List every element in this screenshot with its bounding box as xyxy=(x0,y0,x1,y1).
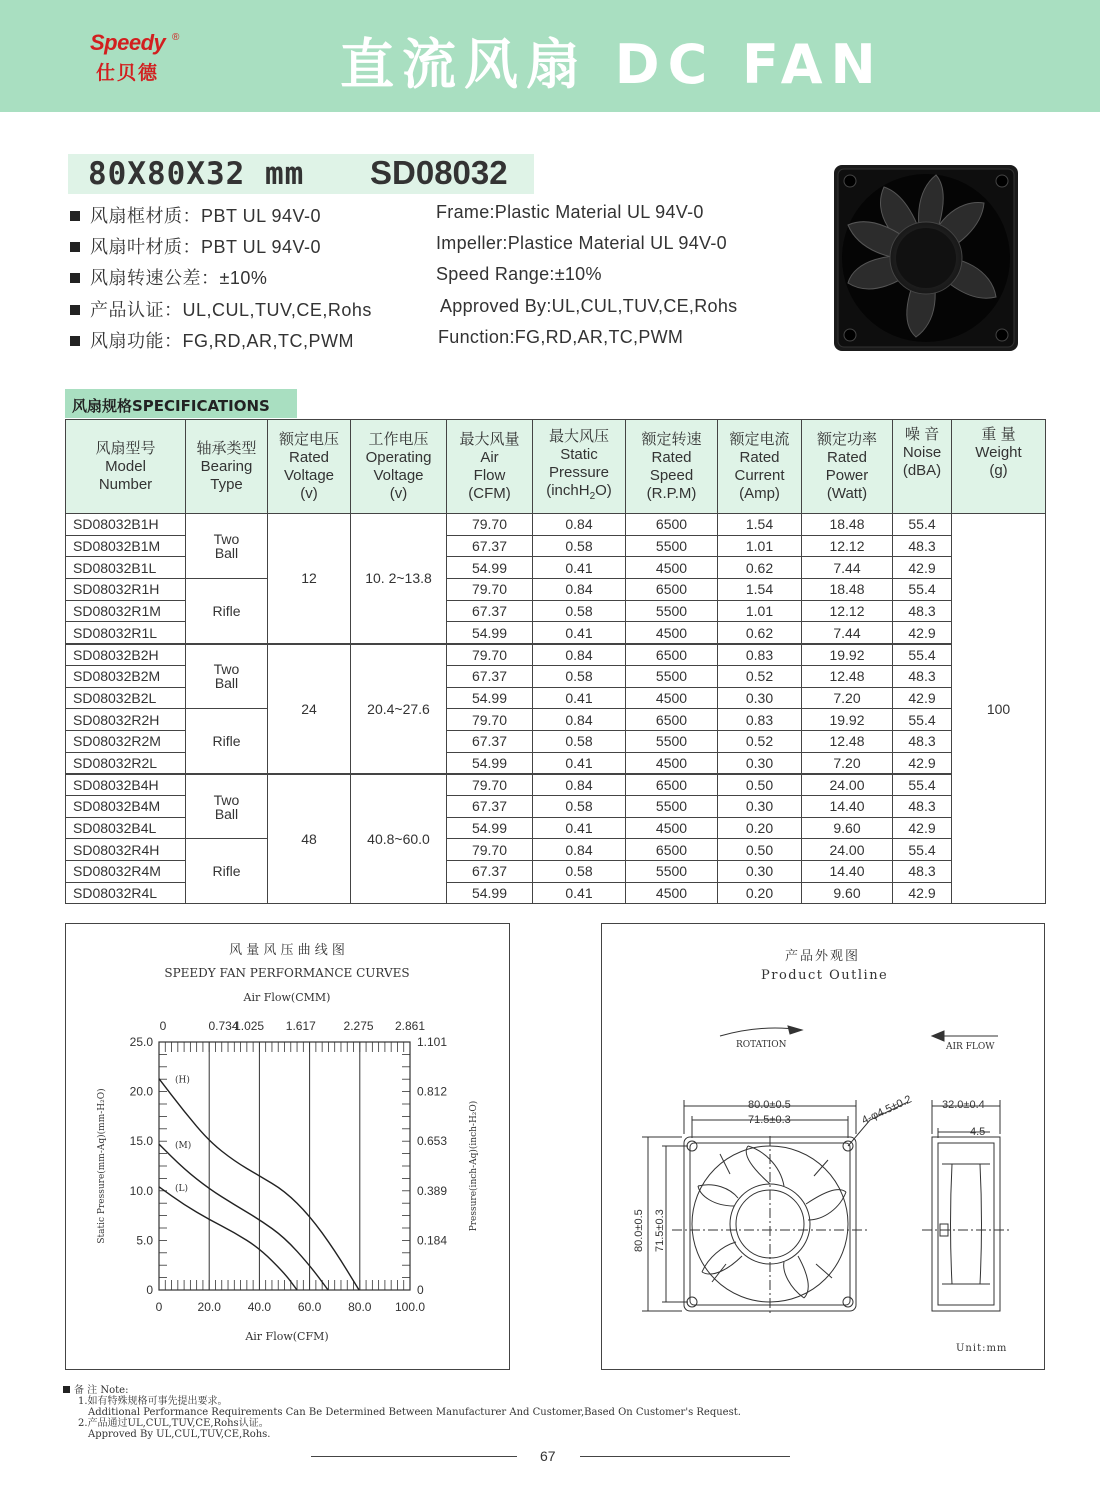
current-cell: 0.20 xyxy=(718,817,802,839)
series-label: (H) xyxy=(175,1075,190,1086)
dim-hole-spacing: 71.5±0.3 xyxy=(748,1114,791,1126)
y-tick-label-left: 15.0 xyxy=(129,1134,153,1149)
bearing-cell: Two Ball xyxy=(186,644,268,709)
power-cell: 7.20 xyxy=(802,687,893,709)
air-flow-cell: 67.37 xyxy=(447,665,533,687)
chart-title: 风 量 风 压 曲 线 图 xyxy=(229,943,345,958)
table-row xyxy=(66,709,1046,731)
brand-name-en: Speedy xyxy=(90,30,166,55)
rated-voltage-cell: 24 xyxy=(268,644,351,774)
current-cell: 1.54 xyxy=(718,514,802,536)
pressure-cell: 0.41 xyxy=(533,687,626,709)
speed-cell: 4500 xyxy=(626,687,718,709)
model-cell: SD08032R1M xyxy=(66,600,186,622)
speed-cell: 4500 xyxy=(626,622,718,644)
model-cell: SD08032B2H xyxy=(66,644,186,666)
x-axis-label: Air Flow(CFM) xyxy=(245,1330,329,1343)
power-cell: 18.48 xyxy=(802,579,893,601)
y-tick-label-right: 0.812 xyxy=(417,1084,448,1099)
power-cell: 7.20 xyxy=(802,752,893,774)
current-cell: 0.50 xyxy=(718,839,802,861)
air-flow-cell: 79.70 xyxy=(447,839,533,861)
feature-en: Impeller:Plastice Material UL 94V-0 xyxy=(436,233,727,253)
noise-cell: 48.3 xyxy=(893,730,952,752)
table-row xyxy=(66,514,1046,536)
col-model: 风扇型号 Model Number xyxy=(66,420,186,514)
series-label: (M) xyxy=(175,1141,192,1152)
noise-cell: 55.4 xyxy=(893,579,952,601)
dim-hole-vertical: 71.5±0.3 xyxy=(654,1209,666,1252)
pressure-cell: 0.41 xyxy=(533,817,626,839)
rotation-label: ROTATION xyxy=(736,1040,787,1050)
col-air-flow: 最大风量 Air Flow (CFM) xyxy=(447,420,533,514)
air-flow-cell: 54.99 xyxy=(447,882,533,904)
notes-heading: 备 注 Note: xyxy=(63,1385,128,1396)
noise-cell: 42.9 xyxy=(893,557,952,579)
model-cell: SD08032R4M xyxy=(66,861,186,883)
current-cell: 0.30 xyxy=(718,795,802,817)
noise-cell: 55.4 xyxy=(893,514,952,536)
bullet-icon xyxy=(70,273,80,283)
noise-cell: 48.3 xyxy=(893,535,952,557)
feature-cn: 风扇框材质：PBT UL 94V-0 xyxy=(70,202,321,228)
pressure-cell: 0.58 xyxy=(533,535,626,557)
feature-cn: 风扇功能：FG,RD,AR,TC,PWM xyxy=(70,327,354,353)
y-axis-label-right: Pressure(inch-Aq)(inch-H₂O) xyxy=(469,1100,479,1232)
col-bearing: 轴承类型 Bearing Type xyxy=(186,420,268,514)
air-flow-cell: 54.99 xyxy=(447,557,533,579)
pressure-cell: 0.41 xyxy=(533,882,626,904)
x-tick-label: 100.0 xyxy=(394,1300,426,1314)
brand-logo xyxy=(84,30,194,90)
air-flow-cell: 67.37 xyxy=(447,795,533,817)
operating-voltage-cell: 10. 2~13.8 xyxy=(351,514,447,644)
air-flow-cell: 67.37 xyxy=(447,600,533,622)
feature-cn: 风扇转速公差：±10% xyxy=(70,264,267,290)
table-body xyxy=(66,514,1046,904)
footer-rule-left xyxy=(311,1456,517,1457)
current-cell: 0.50 xyxy=(718,774,802,796)
air-flow-cell: 67.37 xyxy=(447,535,533,557)
air-flow-cell: 79.70 xyxy=(447,514,533,536)
noise-cell: 55.4 xyxy=(893,709,952,731)
dim-hole-diameter: 4-φ4.5±0.2 xyxy=(860,1093,914,1127)
airflow-label: AIR FLOW xyxy=(946,1042,995,1052)
outline-title-en: Product Outline xyxy=(761,968,889,983)
pressure-cell: 0.84 xyxy=(533,709,626,731)
col-noise: 噪 音 Noise (dBA) xyxy=(893,420,952,514)
speed-cell: 6500 xyxy=(626,514,718,536)
registered-mark: ® xyxy=(172,32,180,43)
power-cell: 7.44 xyxy=(802,622,893,644)
noise-cell: 42.9 xyxy=(893,687,952,709)
noise-cell: 42.9 xyxy=(893,882,952,904)
outline-title-cn: 产品外观图 xyxy=(785,949,861,964)
dim-outer-vertical: 80.0±0.5 xyxy=(633,1209,645,1252)
air-flow-cell: 79.70 xyxy=(447,709,533,731)
top-tick-label: 1.025 xyxy=(234,1019,265,1033)
air-flow-cell: 54.99 xyxy=(447,622,533,644)
col-rated-voltage: 额定电压 Rated Voltage (v) xyxy=(268,420,351,514)
operating-voltage-cell: 40.8~60.0 xyxy=(351,774,447,904)
model-cell: SD08032R2M xyxy=(66,730,186,752)
power-cell: 7.44 xyxy=(802,557,893,579)
pressure-cell: 0.84 xyxy=(533,579,626,601)
air-flow-cell: 67.37 xyxy=(447,730,533,752)
top-tick-label: 0 xyxy=(159,1019,167,1033)
feature-en: Speed Range:±10% xyxy=(436,264,602,284)
pressure-cell: 0.58 xyxy=(533,861,626,883)
power-cell: 14.40 xyxy=(802,861,893,883)
air-flow-cell: 67.37 xyxy=(447,861,533,883)
current-cell: 0.20 xyxy=(718,882,802,904)
y-tick-label-left: 20.0 xyxy=(129,1084,153,1099)
top-tick-label: 2.275 xyxy=(343,1019,374,1033)
model-cell: SD08032B4L xyxy=(66,817,186,839)
power-cell: 12.12 xyxy=(802,600,893,622)
y-tick-label-right: 1.101 xyxy=(417,1035,448,1049)
noise-cell: 48.3 xyxy=(893,861,952,883)
outline-drawing xyxy=(602,924,1044,1369)
speed-cell: 6500 xyxy=(626,709,718,731)
speed-cell: 4500 xyxy=(626,752,718,774)
x-tick-label: 60.0 xyxy=(297,1300,322,1314)
speed-cell: 5500 xyxy=(626,600,718,622)
top-tick-label: 1.617 xyxy=(285,1019,316,1033)
col-operating-voltage: 工作电压 Operating Voltage (v) xyxy=(351,420,447,514)
bearing-cell: Rifle xyxy=(186,579,268,644)
power-cell: 18.48 xyxy=(802,514,893,536)
feature-en: Function:FG,RD,AR,TC,PWM xyxy=(438,327,684,347)
col-weight: 重 量 Weight (g) xyxy=(952,420,1046,514)
speed-cell: 4500 xyxy=(626,882,718,904)
model-cell: SD08032B2L xyxy=(66,687,186,709)
fan-size: 80X80X32 mm xyxy=(88,156,305,192)
power-cell: 19.92 xyxy=(802,709,893,731)
noise-cell: 48.3 xyxy=(893,665,952,687)
current-cell: 0.83 xyxy=(718,644,802,666)
model-cell: SD08032B4M xyxy=(66,795,186,817)
speed-cell: 4500 xyxy=(626,817,718,839)
page-number: 67 xyxy=(540,1448,556,1464)
bullet-icon xyxy=(70,305,80,315)
page-title: 直流风扇 DC FAN xyxy=(340,33,884,96)
y-tick-label-left: 5.0 xyxy=(136,1233,153,1248)
rated-voltage-cell: 48 xyxy=(268,774,351,904)
noise-cell: 55.4 xyxy=(893,774,952,796)
model-cell: SD08032R4H xyxy=(66,839,186,861)
noise-cell: 42.9 xyxy=(893,622,952,644)
y-axis-label-left: Static Pressure(mm-Aq)(mm-H₂O) xyxy=(97,1088,107,1244)
noise-cell: 42.9 xyxy=(893,752,952,774)
current-cell: 0.52 xyxy=(718,730,802,752)
noise-cell: 42.9 xyxy=(893,817,952,839)
speed-cell: 5500 xyxy=(626,535,718,557)
model-cell: SD08032R2L xyxy=(66,752,186,774)
speed-cell: 6500 xyxy=(626,644,718,666)
col-current: 额定电流 Rated Current (Amp) xyxy=(718,420,802,514)
pressure-cell: 0.41 xyxy=(533,752,626,774)
pressure-cell: 0.84 xyxy=(533,839,626,861)
table-row xyxy=(66,579,1046,601)
chart-subtitle: SPEEDY FAN PERFORMANCE CURVES xyxy=(164,966,410,980)
current-cell: 0.30 xyxy=(718,752,802,774)
speed-cell: 6500 xyxy=(626,579,718,601)
y-tick-label-left: 25.0 xyxy=(129,1035,153,1049)
table-row xyxy=(66,774,1046,796)
speed-cell: 4500 xyxy=(626,557,718,579)
air-flow-cell: 54.99 xyxy=(447,687,533,709)
x-tick-label: 20.0 xyxy=(197,1300,221,1314)
col-speed: 额定转速 Rated Speed (R.P.M) xyxy=(626,420,718,514)
x-tick-label: 80.0 xyxy=(348,1300,372,1314)
footer-rule-right xyxy=(580,1456,790,1457)
current-cell: 0.62 xyxy=(718,557,802,579)
power-cell: 12.48 xyxy=(802,730,893,752)
current-cell: 0.30 xyxy=(718,687,802,709)
power-cell: 9.60 xyxy=(802,817,893,839)
pressure-cell: 0.58 xyxy=(533,665,626,687)
fan-photo xyxy=(832,163,1020,353)
top-tick-label: 2.861 xyxy=(394,1019,426,1033)
air-flow-cell: 54.99 xyxy=(447,752,533,774)
specs-title: 风扇规格SPECIFICATIONS xyxy=(72,397,270,415)
feature-en: Approved By:UL,CUL,TUV,CE,Rohs xyxy=(440,296,738,316)
bullet-icon xyxy=(70,211,80,221)
noise-cell: 48.3 xyxy=(893,600,952,622)
y-tick-label-right: 0.184 xyxy=(417,1233,448,1248)
note-line: Approved By UL,CUL,TUV,CE,Rohs. xyxy=(88,1429,271,1440)
col-power: 额定功率 Rated Power (Watt) xyxy=(802,420,893,514)
power-cell: 14.40 xyxy=(802,795,893,817)
current-cell: 0.52 xyxy=(718,665,802,687)
table-header-row xyxy=(66,420,1046,514)
speed-cell: 6500 xyxy=(626,839,718,861)
model-cell: SD08032R4L xyxy=(66,882,186,904)
model-cell: SD08032B2M xyxy=(66,665,186,687)
y-tick-label-left: 10.0 xyxy=(129,1183,153,1198)
current-cell: 1.01 xyxy=(718,535,802,557)
dim-depth: 32.0±0.4 xyxy=(942,1099,985,1111)
bearing-cell: Two Ball xyxy=(186,774,268,839)
note-line: 1.如有特殊规格可事先提出要求。 xyxy=(78,1396,228,1407)
current-cell: 1.54 xyxy=(718,579,802,601)
noise-cell: 48.3 xyxy=(893,795,952,817)
air-flow-cell: 54.99 xyxy=(447,817,533,839)
table-row xyxy=(66,839,1046,861)
pressure-cell: 0.84 xyxy=(533,514,626,536)
x-tick-label: 0 xyxy=(155,1300,163,1314)
air-flow-cell: 79.70 xyxy=(447,644,533,666)
series-label: (L) xyxy=(175,1183,188,1194)
curve-low xyxy=(159,1187,297,1290)
power-cell: 12.12 xyxy=(802,535,893,557)
power-cell: 19.92 xyxy=(802,644,893,666)
note-line: Additional Performance Requirements Can Be Determined Between Manufacturer And Customer,Based On Customer's Request. xyxy=(88,1407,741,1418)
speed-cell: 5500 xyxy=(626,861,718,883)
x-tick-label: 40.0 xyxy=(247,1300,272,1314)
pressure-cell: 0.58 xyxy=(533,730,626,752)
rated-voltage-cell: 12 xyxy=(268,514,351,644)
feature-cn: 风扇叶材质：PBT UL 94V-0 xyxy=(70,233,321,259)
model-cell: SD08032B1L xyxy=(66,557,186,579)
bullet-icon xyxy=(70,336,80,346)
pressure-cell: 0.84 xyxy=(533,774,626,796)
speed-cell: 5500 xyxy=(626,730,718,752)
current-cell: 0.30 xyxy=(718,861,802,883)
unit-label: Unit:mm xyxy=(956,1343,1008,1354)
weight-cell: 100 xyxy=(952,514,1046,904)
current-cell: 1.01 xyxy=(718,600,802,622)
pressure-cell: 0.84 xyxy=(533,644,626,666)
pressure-cell: 0.41 xyxy=(533,557,626,579)
y-tick-label-right: 0.389 xyxy=(417,1183,448,1198)
speed-cell: 5500 xyxy=(626,795,718,817)
operating-voltage-cell: 20.4~27.6 xyxy=(351,644,447,774)
top-tick-label: 0.734 xyxy=(208,1019,239,1033)
dim-flange: 4.5 xyxy=(970,1126,986,1138)
bullet-icon xyxy=(70,242,80,252)
model-cell: SD08032R2H xyxy=(66,709,186,731)
power-cell: 9.60 xyxy=(802,882,893,904)
speed-cell: 5500 xyxy=(626,665,718,687)
bearing-cell: Two Ball xyxy=(186,514,268,579)
speed-cell: 6500 xyxy=(626,774,718,796)
model-cell: SD08032B4H xyxy=(66,774,186,796)
y-tick-label-right: 0 xyxy=(417,1283,424,1297)
note-line: 2.产品通过UL,CUL,TUV,CE,Rohs认证。 xyxy=(78,1418,269,1429)
model-cell: SD08032B1M xyxy=(66,535,186,557)
dim-outer: 80.0±0.5 xyxy=(748,1099,791,1111)
y-tick-label-right: 0.653 xyxy=(417,1134,448,1149)
performance-chart xyxy=(66,924,509,1369)
model-code: SD08032 xyxy=(370,154,508,191)
pressure-cell: 0.41 xyxy=(533,622,626,644)
model-cell: SD08032B1H xyxy=(66,514,186,536)
power-cell: 24.00 xyxy=(802,774,893,796)
top-axis-label: Air Flow(CMM) xyxy=(243,991,331,1004)
bullet-icon xyxy=(63,1386,70,1393)
power-cell: 24.00 xyxy=(802,839,893,861)
bearing-cell: Rifle xyxy=(186,839,268,904)
bearing-cell: Rifle xyxy=(186,709,268,774)
feature-cn: 产品认证：UL,CUL,TUV,CE,Rohs xyxy=(70,296,372,322)
brand-name-cn: 仕贝德 xyxy=(96,62,160,84)
y-tick-label-left: 0 xyxy=(146,1283,153,1297)
current-cell: 0.62 xyxy=(718,622,802,644)
pressure-cell: 0.58 xyxy=(533,600,626,622)
air-flow-cell: 79.70 xyxy=(447,774,533,796)
pressure-cell: 0.58 xyxy=(533,795,626,817)
air-flow-cell: 79.70 xyxy=(447,579,533,601)
table-row xyxy=(66,644,1046,666)
model-cell: SD08032R1H xyxy=(66,579,186,601)
plot-area xyxy=(159,1042,410,1290)
power-cell: 12.48 xyxy=(802,665,893,687)
model-cell: SD08032R1L xyxy=(66,622,186,644)
noise-cell: 55.4 xyxy=(893,644,952,666)
col-static-pressure: 最大风压 Static Pressure (inchH$_2$O) xyxy=(533,420,626,514)
feature-en: Frame:Plastic Material UL 94V-0 xyxy=(436,202,704,222)
spec-table xyxy=(65,419,1046,904)
current-cell: 0.83 xyxy=(718,709,802,731)
noise-cell: 55.4 xyxy=(893,839,952,861)
